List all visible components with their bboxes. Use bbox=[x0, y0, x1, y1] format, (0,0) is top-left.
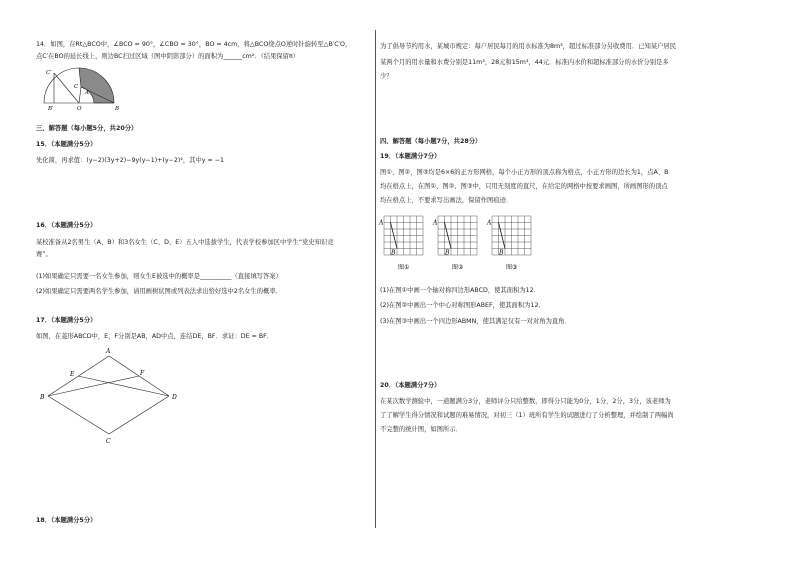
water-line3: 少？ bbox=[380, 73, 393, 80]
q14-label-bprime: B′ bbox=[48, 106, 54, 112]
grid-label-a: A bbox=[487, 219, 492, 227]
q19-grid-1 bbox=[378, 216, 423, 271]
q19-grid-2 bbox=[432, 216, 477, 271]
grid-label-b: B bbox=[499, 249, 504, 257]
q18-header: 18．（本题满分5分） bbox=[36, 517, 97, 524]
q14-label-o: O bbox=[77, 106, 82, 112]
q15-header: 15．（本题满分5分） bbox=[36, 141, 97, 148]
q16-line1: 某校准备从2名男生（A、B）和3名女生（C、D、E）五人中选拔学生，代表学校参加区中学生“党史知识竞 bbox=[36, 239, 334, 246]
q19-item1: (1)在图①中画一个轴对称四边形ABCD，使其面积为12． bbox=[380, 287, 540, 294]
q20-line3: 不完整的统计图，如图所示． bbox=[380, 426, 462, 433]
q16-header: 16．（本题满分5分） bbox=[36, 222, 97, 229]
q17-label-f: F bbox=[140, 370, 145, 377]
q17-rhombus-figure bbox=[36, 346, 186, 446]
q14-segment-o-c bbox=[79, 87, 81, 103]
q19-grid-figures bbox=[378, 212, 548, 278]
q17-label-b: B bbox=[40, 394, 45, 401]
q17-edge-bc bbox=[48, 396, 109, 434]
q20-line2: 了了解学生得分情况和试题的难易情况，对初三（1）班所有学生的试题进行了分析整理，并绘制了两幅尚 bbox=[380, 412, 674, 419]
grid-label-a: A bbox=[433, 219, 438, 227]
q20-line1: 在某次数学测验中，一道题满分3分，老师评分只给整数，即得分只能为0分，1分，2分，3分，该老师为 bbox=[380, 398, 671, 405]
q17-text: 如图，在菱形ABCD中，E，F分别是AB，AD中点，连结DE，BF．求证：DE = BF． bbox=[36, 333, 274, 340]
q14-label-c: C bbox=[74, 84, 79, 90]
right-column bbox=[378, 0, 794, 562]
q19-line2: 均在格点上，在图①、图②、图③中，只用无刻度的直尺，在给定的网格中按要求画图，所画图形的顶点 bbox=[380, 183, 668, 190]
water-line2: 某两个月的用水量和水费分别是11m³，28元和15m³，44元．标准内水价和超标准部分的水价分别是多 bbox=[380, 59, 669, 66]
grid-caption: 图② bbox=[452, 264, 464, 271]
column-divider bbox=[375, 30, 376, 528]
q17-label-c: C bbox=[106, 438, 111, 445]
grid-label-b: B bbox=[391, 249, 396, 257]
q17-label-d: D bbox=[172, 394, 177, 401]
q17-edge-dc bbox=[109, 396, 169, 434]
water-line1: 为了倡导节约用水，某城市规定：每户居民每月的用水标准为8m³，超过标准部分另收费用．已知某户居民 bbox=[380, 43, 677, 50]
q14-label-cprime: C′ bbox=[46, 70, 52, 76]
q17-header: 17．（本题满分5分） bbox=[36, 317, 97, 324]
section-3-title: 三、解答题（每小题5分，共20分） bbox=[36, 125, 138, 132]
q14-figure bbox=[30, 64, 124, 116]
q17-label-e: E bbox=[70, 371, 75, 378]
q16-item2: (2)如果确定只需要两名学生参加，请用画树状图或列表法求出恰好选中2名女生的概率． bbox=[36, 288, 282, 295]
q14-line2: 点C′在BO的延长线上，则边BC扫过区域（图中阴影部分）的面积为______cm²．（结果保留π） bbox=[36, 53, 300, 60]
q14-shaded-region bbox=[79, 68, 114, 103]
q17-segment-bf bbox=[48, 376, 139, 396]
q14-label-b: B bbox=[115, 106, 120, 112]
left-column bbox=[0, 0, 375, 562]
q14-line1: 14．如图，在Rt△BCO中，∠BCO = 90°，∠CBO = 30°，BO = 4cm，将△BCO绕点O逆时针旋转至△B′C′O， bbox=[36, 41, 352, 48]
q20-header: 20．（本题满分7分） bbox=[380, 382, 441, 389]
q15-text: 先化简，再求值：(y−2)(3y+2)−9y(y−1)+(y−2)²，其中y = −1 bbox=[36, 157, 225, 164]
grid-label-a: A bbox=[379, 219, 384, 227]
q19-grid-3 bbox=[486, 216, 531, 271]
q16-item1: (1)如果确定只需要一名女生参加，则女生E被选中的概率是__________（直接填写答案） bbox=[36, 273, 282, 280]
q19-line3: 均在格点上，不要求写出画法，保留作图痕迹． bbox=[380, 197, 513, 204]
q19-line1: 图①、图②、图③均是6×6的正方形网格，每个小正方形的顶点称为格点，小正方形的边长为1，点A、B bbox=[380, 169, 669, 176]
grid-caption: 图① bbox=[398, 264, 410, 271]
q19-header: 19．（本题满分7分） bbox=[380, 153, 441, 160]
q17-label-a: A bbox=[106, 348, 111, 355]
q19-item2: (2)在图②中画出一个中心对称图形ABEF，使其面积为12． bbox=[380, 302, 545, 309]
q14-label-a: A bbox=[85, 90, 89, 96]
section-4-title: 四、解答题（每小题7分，共28分） bbox=[380, 138, 482, 145]
grid-caption: 图③ bbox=[506, 264, 518, 271]
q17-segment-de bbox=[78, 376, 169, 396]
q19-item3: (3)在图③中画出一个四边形ABMN，使其满足仅有一对对角为直角． bbox=[380, 318, 571, 325]
q16-line2: 赛”。 bbox=[36, 251, 52, 258]
grid-label-b: B bbox=[445, 249, 450, 257]
